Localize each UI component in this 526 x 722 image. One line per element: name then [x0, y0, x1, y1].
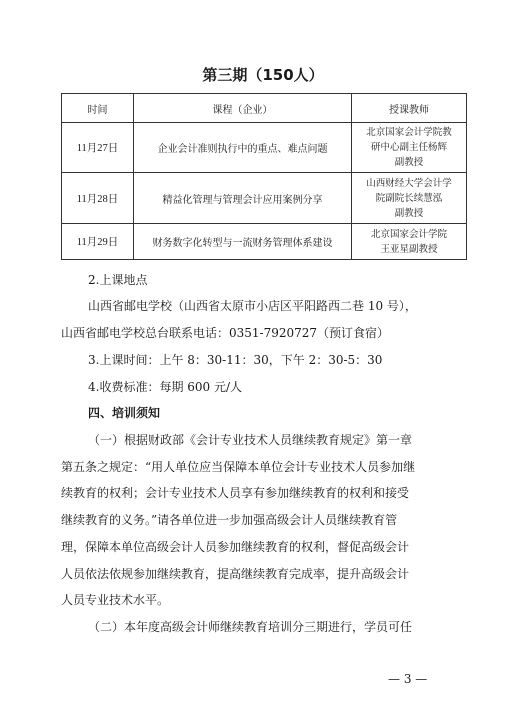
paragraph-line: 继续教育的义务。”请各单位进一步加强高级会计人员继续教育管: [61, 513, 398, 527]
table-row: [62, 173, 467, 224]
schedule-table: [61, 93, 467, 260]
location-address: 山西省邮电学校（山西省太原市小店区平阳路西二巷 10 号），: [88, 299, 417, 313]
teacher-line: 院副院长续慧泓: [375, 192, 443, 204]
table-row: [62, 123, 467, 173]
header-teacher: 授课教师: [352, 94, 467, 123]
row-date: 11月28日: [62, 173, 134, 224]
header-time: 时间: [62, 94, 134, 123]
header-course: 课程（企业）: [134, 94, 352, 123]
paragraph-line: （一）根据财政部《会计专业技术人员继续教育规定》第一章: [88, 433, 413, 447]
row-course: 精益化管理与管理会计应用案例分享: [134, 173, 352, 224]
row-teacher: [352, 224, 467, 260]
paragraph-line: 人员专业技术水平。: [61, 593, 170, 607]
section-title: 第三期（150人）: [202, 66, 324, 84]
row-course: 企业会计准则执行中的重点、难点问题: [134, 123, 352, 173]
teacher-line: 王亚星副教授: [380, 243, 438, 255]
table-header-row: [62, 94, 467, 123]
row-course: 财务数字化转型与一流财务管理体系建设: [134, 224, 352, 260]
paragraph-line: 第五条之规定：“用人单位应当保障本单位会计专业技术人员参加继: [61, 460, 416, 474]
fee-standard: 4.收费标准：每期 600 元/人: [88, 380, 243, 394]
paragraph-line: 人员依法依规参加继续教育，提高继续教育完成率，提升高级会计: [61, 567, 410, 581]
page-number: — 3 —: [388, 672, 428, 686]
teacher-line: 山西财经大学会计学: [366, 177, 452, 189]
location-phone: 山西省邮电学校总台联系电话：0351-7920727（预订食宿）: [61, 326, 390, 340]
teacher-line: 副教授: [394, 207, 424, 219]
row-date: 11月27日: [62, 123, 134, 173]
row-teacher: [352, 173, 467, 224]
teacher-line: 北京国家会计学院教: [366, 127, 452, 138]
section-heading-notice: 四、培训须知: [88, 406, 161, 420]
row-teacher: [352, 123, 467, 173]
teacher-line: 北京国家会计学院: [370, 228, 447, 240]
table-row: [62, 224, 467, 260]
paragraph-line: 续教育的权利；会计专业技术人员享有参加继续教育的权利和接受: [61, 486, 410, 500]
item-location-label: 2.上课地点: [88, 273, 148, 287]
paragraph-line: （二）本年度高级会计师继续教育培训分三期进行，学员可任: [88, 620, 413, 634]
teacher-line: 研中心副主任杨辉: [370, 142, 447, 153]
class-time: 3.上课时间：上午 8：30-11：30，下午 2：30-5：30: [88, 353, 383, 367]
paragraph-line: 理，保障本单位高级会计人员参加继续教育的权利，督促高级会计: [61, 540, 410, 554]
row-date: 11月29日: [62, 224, 134, 260]
teacher-line: 副教授: [394, 157, 424, 168]
